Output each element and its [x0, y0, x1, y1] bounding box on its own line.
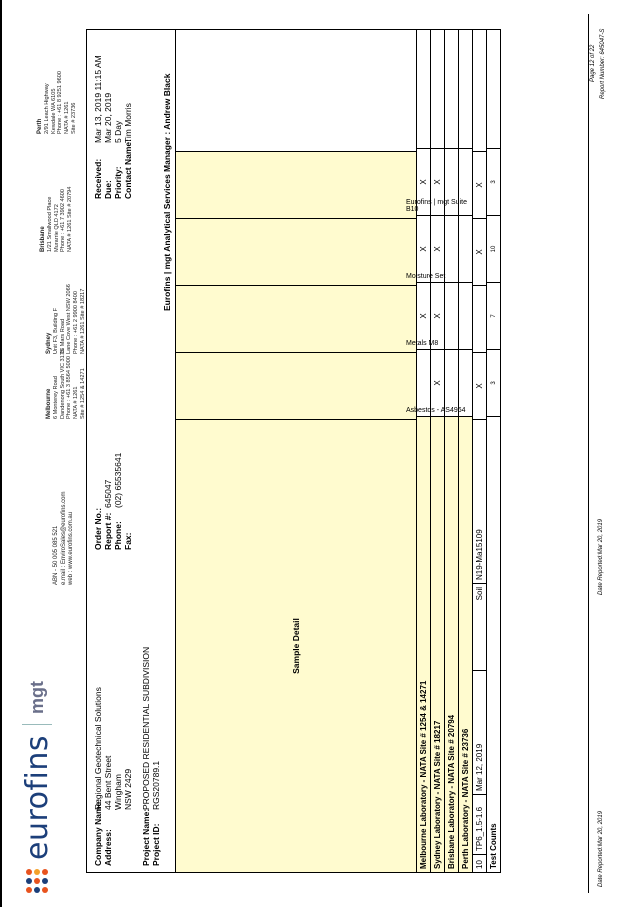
logo-dot	[42, 878, 48, 884]
footer-divider	[588, 14, 589, 893]
table-row: Perth Laboratory - NATA Site # 23736	[459, 30, 473, 872]
logo-dot	[26, 887, 32, 893]
report-number: 645047	[103, 479, 113, 508]
services-manager: Eurofins | mgt Analytical Services Manager : Andrew Black	[162, 73, 172, 311]
project-name: PROPOSED RESIDENTIAL SUBDIVISION	[141, 646, 151, 810]
header-frame	[86, 29, 176, 873]
logo-dots-icon	[26, 868, 48, 893]
logo-dot	[26, 869, 32, 875]
office-melbourne: Melbourne 6 Monterey Road Dandenong South VIC 3175 Phone : +61 3 8564 5000 NATA # 1261 Site # 1254 & 14271	[46, 349, 86, 419]
sample-detail-header: Sample Detail	[176, 419, 416, 872]
footer-date-center: Date Reported:Mar 20, 2019	[598, 518, 604, 595]
logo-dot	[42, 887, 48, 893]
analyte-header: Eurofins | mgt Suite B10	[176, 151, 416, 218]
logo-dot	[34, 878, 40, 884]
office-perth: Perth 2/91 Leach Highway Kewdale WA 6105 Phone : +61 8 9251 9600 NATA # 1261 Site # 23736	[37, 71, 77, 134]
brand-name: eurofins	[19, 734, 55, 860]
abn-block: ABN - 50 005 085 521 e.mail : EnviroSales@eurofins.com web : www.eurofins.com.au	[53, 491, 74, 585]
analyte-header: Moisture Set	[176, 218, 416, 285]
footer-date: Date Reported:Mar 20, 2019	[598, 810, 604, 887]
table-row: Brisbane Laboratory - NATA Site # 20794	[445, 30, 459, 872]
brand-sub: mgt	[26, 680, 47, 714]
eurofins-logo	[17, 681, 57, 893]
order-block: Order No.: Report #:645047 Phone:(02) 65535641 Fax:	[93, 452, 133, 550]
logo-dot	[42, 869, 48, 875]
sample-table	[176, 29, 501, 873]
logo-dot	[34, 887, 40, 893]
project-id: RGS20789.1	[151, 760, 161, 810]
dates-block: Received:Mar 13, 2019 11:15 AM Due:Mar 20, 2019 Priority:5 Day Contact Name:Tim Morris	[93, 55, 133, 199]
logo-dot	[34, 869, 40, 875]
top-border	[0, 0, 2, 907]
footer-page: Page 12 of 22	[590, 44, 596, 82]
office-sydney: Sydney Unit F3, Building F 16 Mars Road Lane Cove West NSW 2066 Phone : +61 2 9900 8400 NATA # 1261 Site # 18217	[46, 284, 86, 354]
company-name: Regional Geotechnical Solutions	[93, 687, 103, 810]
analyte-header: Asbestos - AS4964	[176, 352, 416, 419]
analyte-header: Metals M8	[176, 285, 416, 352]
test-counts-row: Test Counts 3 7 10 3	[487, 30, 500, 872]
logo-dot	[26, 878, 32, 884]
sample-row: 10 TP6_1.5-1.6 Mar 12, 2019 Soil N19-Ma15109 X X X	[473, 30, 487, 872]
office-brisbane: Brisbane 1/21 Smallwood Place Murarrie QLD 4172 Phone : +61 7 3902 4600 NATA # 1261 Site # 20794	[40, 186, 74, 252]
client-block: Company Name:Regional Geotechnical Solutions Address:44 Bent Street Wingham NSW 2429 Project Name:PROPOSED RESIDENTIAL SUBDIVISION Project ID:RGS20789.1	[93, 646, 161, 866]
table-row: Melbourne Laboratory - NATA Site # 1254 & 14271 X X X	[417, 30, 431, 872]
table-row: Sydney Laboratory - NATA Site # 18217 X X X X	[431, 30, 445, 872]
footer-report-number: Report Number: 645047-S	[600, 28, 606, 99]
